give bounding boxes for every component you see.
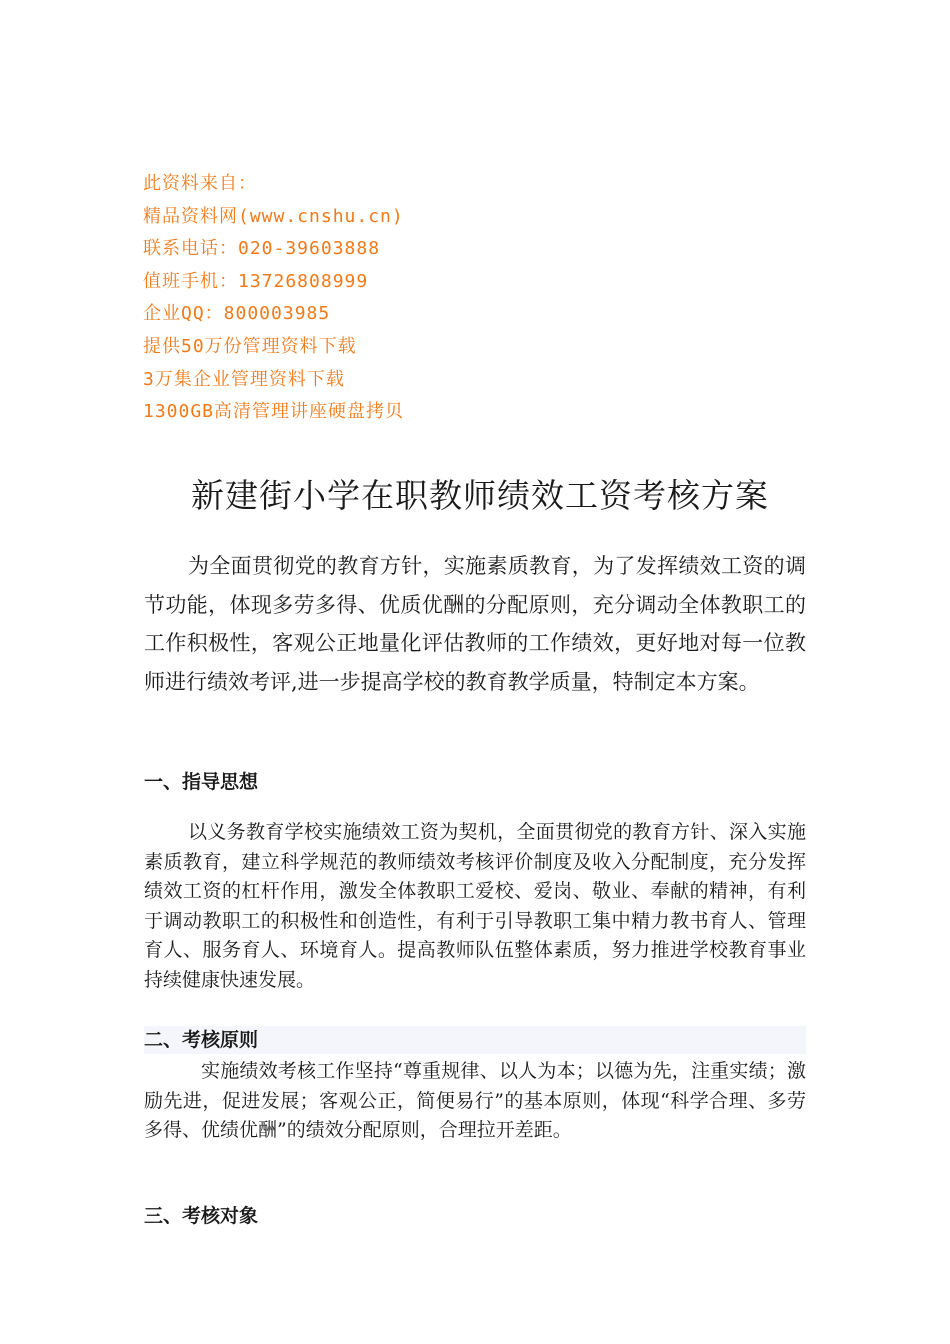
source-info-block xyxy=(143,168,563,429)
section-body-guiding-ideology: 以义务教育学校实施绩效工资为契机，全面贯彻党的教育方针、深入实施素质教育，建立科学规范的教师绩效考核评价制度及收入分配制度，充分发挥绩效工资的杠杆作用，激发全体教职工爱校、爱岗、敬业、奉献的精神，有利于调动教职工的积极性和创造性，有利于引导教职工集中精力教书育人、管理育人、服务育人、环境育人。提高教师队伍整体素质，努力推进学校教育事业持续健康快速发展。 xyxy=(144,821,806,991)
intro-paragraph: 为全面贯彻党的教育方针，实施素质教育，为了发挥绩效工资的调节功能，体现多劳多得、优质优酬的分配原则，充分调动全体教职工的工作积极性，客观公正地量化评估教师的工作绩效，更好地对每一位教师进行绩效考评,进一步提高学校的教育教学质量，特制定本方案。 xyxy=(144,554,806,694)
section-heading-assessment-objects: 三、考核对象 xyxy=(144,1205,259,1227)
document-title: 新建街小学在职教师绩效工资考核方案 xyxy=(191,476,769,515)
source-line-mobile: 值班手机：13726808999 xyxy=(143,270,369,292)
source-line-offer-1: 提供50万份管理资料下载 xyxy=(143,335,357,357)
source-line-website: 精品资料网(www.cnshu.cn) xyxy=(143,205,404,227)
source-line-offer-3: 1300GB高清管理讲座硬盘拷贝 xyxy=(143,401,405,423)
section-heading-guiding-ideology: 一、指导思想 xyxy=(144,771,259,793)
source-line-qq: 企业QQ：800003985 xyxy=(143,303,331,325)
source-line-phone: 联系电话：020-39603888 xyxy=(143,238,381,260)
source-line-from: 此资料来自： xyxy=(143,173,257,194)
section-body-assessment-principles: 实施绩效考核工作坚持“尊重规律、以人为本；以德为先，注重实绩；激励先进，促进发展；客观公正，简便易行”的基本原则，体现“科学合理、多劳多得、优绩优酬”的绩效分配原则，合理拉开差距。 xyxy=(144,1060,806,1141)
source-line-offer-2: 3万集企业管理资料下载 xyxy=(143,368,345,390)
section-heading-assessment-principles: 二、考核原则 xyxy=(144,1026,806,1054)
